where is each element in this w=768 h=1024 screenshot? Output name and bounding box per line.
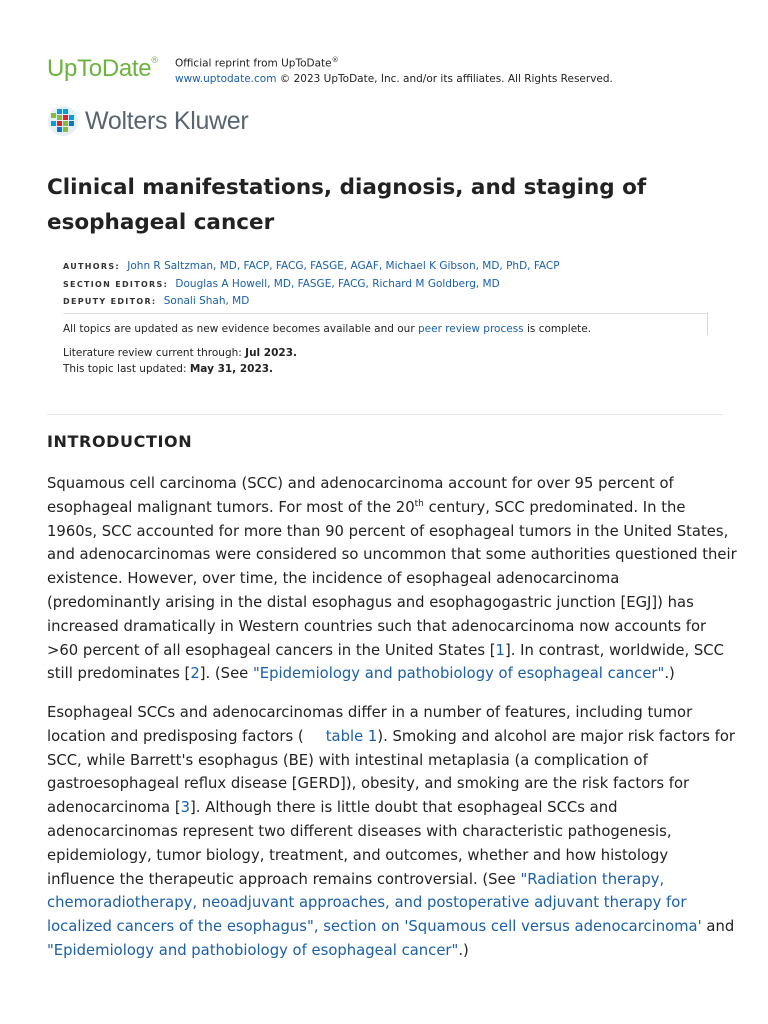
- p2-text-1: Esophageal SCCs and adenocarcinomas differ in a number of features, including tumor location and predisposing factors (: [47, 704, 693, 745]
- section-editors-label: SECTION EDITORS:: [63, 279, 169, 289]
- p1-text-1: Squamous cell carcinoma (SCC) and adenocarcinoma account for over 95 percent of esophageal malignant tumors. For most of the 20: [47, 475, 674, 516]
- p1-text-4: ]. (See: [199, 665, 253, 683]
- authors-label: AUTHORS:: [63, 262, 120, 271]
- radiation-therapy-topic-link[interactable]: "Radiation therapy, chemoradiotherapy, neoadjuvant approaches, and postoperative adjuvant therapy for localized cancers of the esophagus", section on 'Squamous cell versus adenocarcinoma': [47, 870, 702, 936]
- reprint-registered-mark: ®: [331, 56, 339, 64]
- uptodate-logo: [47, 50, 158, 83]
- status-suffix: is complete.: [526, 323, 592, 335]
- p1-superscript: th: [414, 498, 424, 509]
- review-dates: [63, 345, 297, 377]
- table-1-link[interactable]: table 1: [325, 727, 378, 745]
- peer-review-link[interactable]: peer review process: [417, 323, 524, 335]
- credits-block: [63, 258, 560, 311]
- authors-link[interactable]: John R Saltzman, MD, FACP, FACG, FASGE, AGAF, Michael K Gibson, MD, PhD, FACP: [127, 260, 560, 272]
- wolters-kluwer-mark-icon: [47, 105, 79, 137]
- p1-text-2: century, SCC predominated. In the 1960s, SCC accounted for more than 90 percent of esophageal tumors in the United States, and adenocarcinomas were considered so uncommon that some authorities questioned their existence. However, over time, the incidence of esophageal adenocarcinoma (predominantly arising in the distal esophagus and esophagogastric junction [EGJ]) has increased dramatically in Western countries such that adenocarcinoma now accounts for >60 percent of all esophageal cancers in the United States [: [47, 498, 737, 659]
- p1-text-3: ]. In contrast, worldwide, SCC still predominates [: [47, 641, 724, 683]
- epidemiology-topic-link-2[interactable]: "Epidemiology and pathobiology of esophageal cancer": [47, 941, 459, 959]
- header-divider: [47, 414, 723, 415]
- authors-row: [63, 258, 560, 276]
- update-status: [63, 321, 703, 337]
- intro-paragraph-1: [47, 472, 737, 686]
- p2-text-5: .): [458, 941, 469, 959]
- wolters-kluwer-logo: [47, 105, 248, 137]
- p2-text-3: ]. Although there is little doubt that esophageal SCCs and adenocarcinomas represent two different diseases with characteristic pathogenesis, epidemiology, tumor biology, treatment, and outcomes, whether and how histology influence the therapeutic approach remains controversial. (See: [47, 799, 672, 888]
- copyright-text: © 2023 UpToDate, Inc. and/or its affiliates. All Rights Reserved.: [279, 72, 613, 85]
- reprint-notice: [175, 53, 613, 87]
- literature-review-label: Literature review current through:: [63, 347, 242, 359]
- last-updated-date: May 31, 2023.: [189, 363, 274, 375]
- reference-link-2[interactable]: 2: [190, 665, 200, 683]
- intro-paragraph-2: [47, 701, 737, 963]
- section-heading-introduction: INTRODUCTION: [47, 432, 193, 451]
- table-icon: [306, 729, 320, 743]
- p1-text-5: .): [664, 665, 675, 683]
- p2-text-4: and: [701, 918, 735, 936]
- article-title: Clinical manifestations, diagnosis, and staging of esophageal cancer: [47, 175, 647, 235]
- deputy-editor-label: DEPUTY EDITOR:: [63, 297, 157, 306]
- section-editors-row: [63, 276, 560, 294]
- logo-registered-mark: ®: [151, 55, 158, 65]
- reference-link-3[interactable]: 3: [180, 799, 191, 817]
- deputy-editor-row: [63, 293, 560, 311]
- uptodate-link[interactable]: www.uptodate.com: [175, 72, 277, 85]
- publisher-name: Wolters Kluwer: [85, 106, 249, 135]
- last-updated-label: This topic last updated:: [63, 363, 187, 375]
- p2-text-2: ). Smoking and alcohol are major risk factors for SCC, while Barrett's esophagus (BE) with intestinal metaplasia (a complication of gastroesophageal reflux disease [GERD]), obesity, and smoking are the risk factors for adenocarcinoma [: [47, 727, 736, 817]
- reference-link-1[interactable]: 1: [495, 641, 505, 659]
- epidemiology-topic-link[interactable]: "Epidemiology and pathobiology of esophageal cancer": [253, 665, 665, 683]
- deputy-editor-link[interactable]: Sonali Shah, MD: [163, 295, 250, 307]
- status-prefix: All topics are updated as new evidence becomes available and our: [63, 323, 415, 335]
- reprint-line: Official reprint from UpToDate: [175, 57, 332, 70]
- section-editors-link[interactable]: Douglas A Howell, MD, FASGE, FACG, Richard M Goldberg, MD: [175, 277, 500, 290]
- credits-divider: [63, 313, 707, 314]
- literature-review-date: Jul 2023.: [245, 347, 298, 359]
- logo-text: UpToDate: [47, 55, 152, 82]
- credits-vertical-rule: [707, 313, 708, 335]
